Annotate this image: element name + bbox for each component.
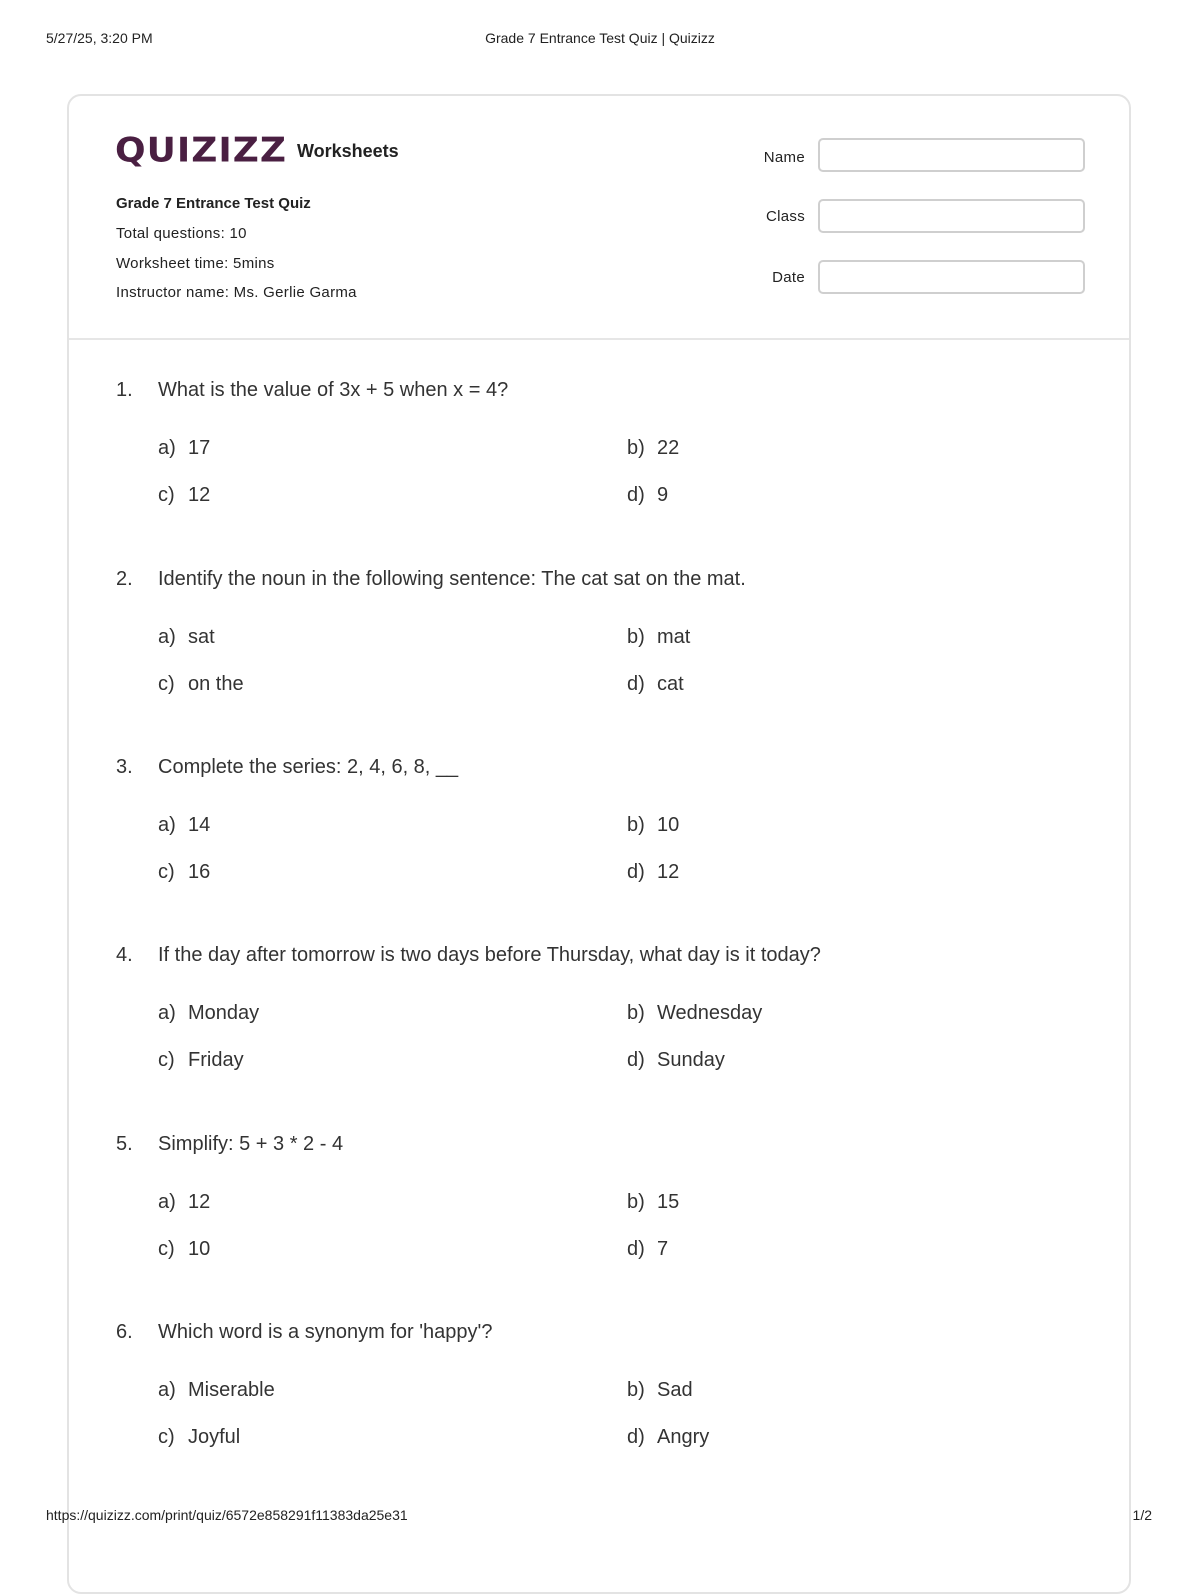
- class-label: Class: [765, 208, 805, 225]
- question-number: 2.: [116, 568, 133, 590]
- quiz-title: Grade 7 Entrance Test Quiz: [116, 195, 311, 212]
- option-c: c) 10: [158, 1238, 211, 1260]
- question-text: Complete the series: 2, 4, 6, 8, __: [158, 756, 459, 778]
- worksheet-header: [69, 96, 1129, 340]
- print-page-number: 1/2: [1132, 1507, 1152, 1523]
- option-c: c) Joyful: [158, 1426, 241, 1448]
- question-text: Simplify: 5 + 3 * 2 - 4: [158, 1133, 344, 1155]
- option-a: a) Monday: [158, 1002, 260, 1024]
- instructor-name: Instructor name: Ms. Gerlie Garma: [116, 284, 357, 301]
- option-a: a) 17: [158, 437, 211, 459]
- date-label: Date: [772, 269, 805, 286]
- option-d: d) 7: [627, 1238, 669, 1260]
- worksheet: [67, 94, 1131, 1594]
- option-a: a) 14: [158, 814, 211, 836]
- option-b: b) mat: [627, 626, 691, 648]
- question-number: 4.: [116, 944, 133, 966]
- logo-subtitle: Worksheets: [296, 141, 399, 161]
- logo-wordmark: QUIZIZZ: [115, 131, 287, 170]
- total-questions: Total questions: 10: [116, 225, 247, 242]
- question-number: 3.: [116, 756, 133, 778]
- option-b: b) 22: [627, 437, 680, 459]
- option-b: b) Sad: [627, 1379, 693, 1401]
- print-page-title: Grade 7 Entrance Test Quiz | Quizizz: [485, 30, 715, 46]
- option-d: d) Sunday: [627, 1049, 725, 1071]
- question-text: Identify the noun in the following sentence: The cat sat on the mat.: [158, 568, 746, 590]
- option-b: b) 15: [627, 1191, 680, 1213]
- option-d: d) 12: [627, 861, 680, 883]
- quizizz-logo: [115, 130, 399, 171]
- name-label: Name: [763, 149, 805, 166]
- option-c: c) 12: [158, 484, 211, 506]
- worksheet-time: Worksheet time: 5mins: [116, 255, 275, 272]
- print-url: https://quizizz.com/print/quiz/6572e858291f11383da25e31: [46, 1507, 408, 1523]
- option-a: a) Miserable: [158, 1379, 275, 1401]
- option-a: a) sat: [158, 626, 215, 648]
- date-field[interactable]: [818, 260, 1085, 294]
- option-d: d) cat: [627, 673, 684, 695]
- option-a: a) 12: [158, 1191, 211, 1213]
- option-b: b) 10: [627, 814, 680, 836]
- question-text: Which word is a synonym for 'happy'?: [158, 1321, 493, 1343]
- print-datetime: 5/27/25, 3:20 PM: [46, 30, 153, 46]
- class-field[interactable]: [818, 199, 1085, 233]
- option-c: c) Friday: [158, 1049, 244, 1071]
- question-text: If the day after tomorrow is two days before Thursday, what day is it today?: [158, 944, 821, 966]
- option-c: c) 16: [158, 861, 211, 883]
- option-d: d) Angry: [627, 1426, 710, 1448]
- option-d: d) 9: [627, 484, 669, 506]
- question-number: 6.: [116, 1321, 133, 1343]
- question-text: What is the value of 3x + 5 when x = 4?: [158, 379, 509, 401]
- option-b: b) Wednesday: [627, 1002, 763, 1024]
- name-field[interactable]: [818, 138, 1085, 172]
- question-number: 5.: [116, 1133, 133, 1155]
- question-number: 1.: [116, 379, 133, 401]
- option-c: c) on the: [158, 673, 244, 695]
